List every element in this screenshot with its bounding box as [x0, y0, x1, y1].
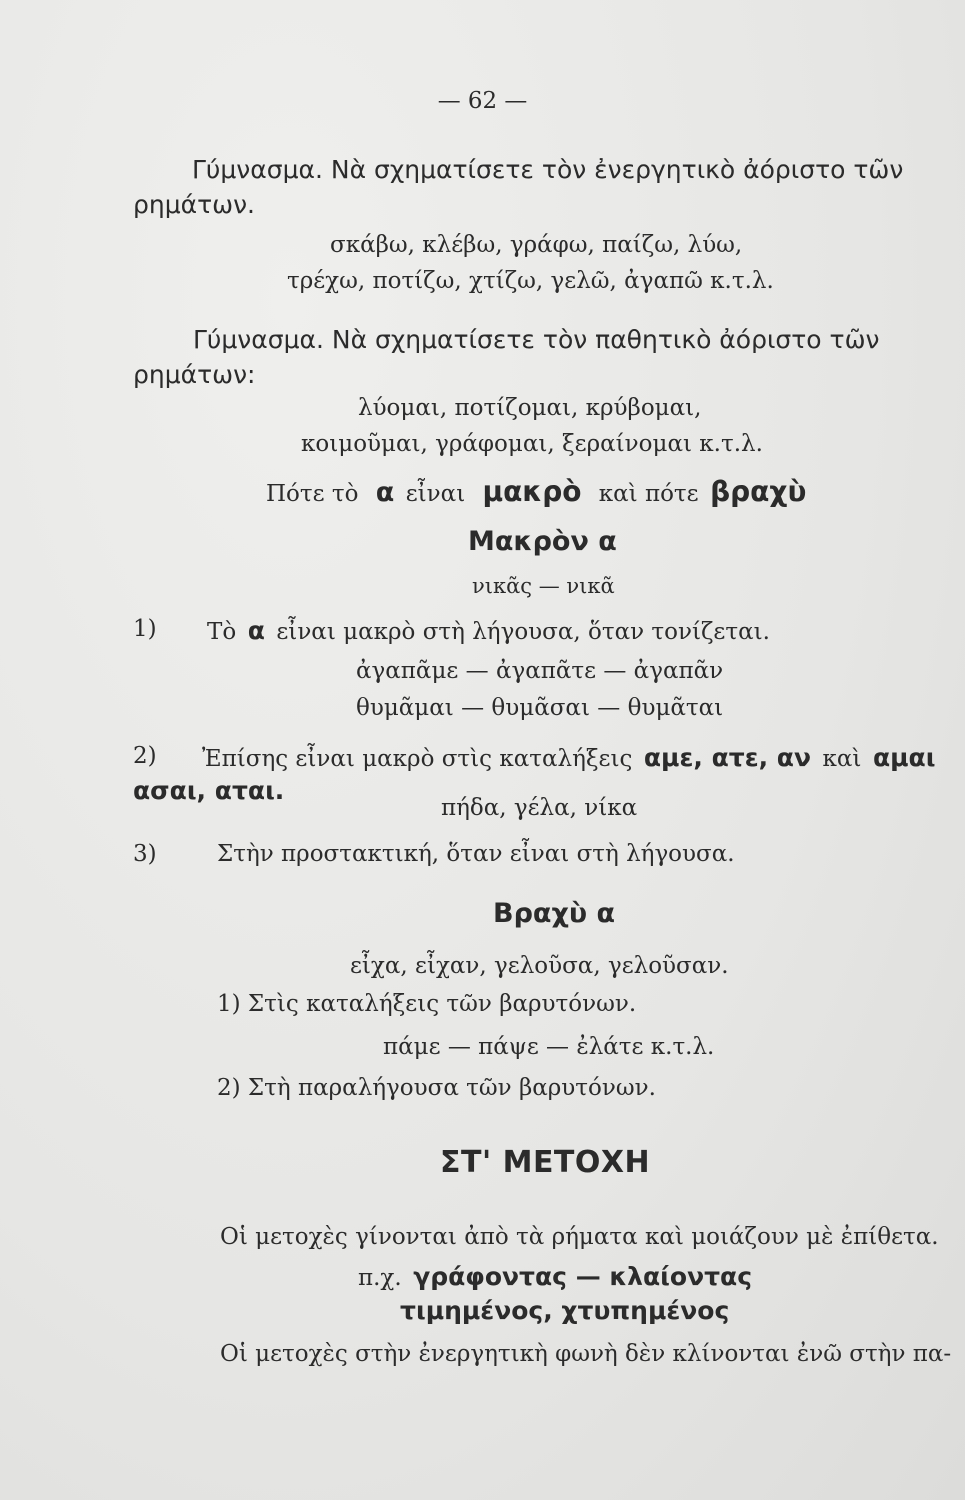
- exercise-2-title-cont: ρημάτων:: [133, 360, 256, 389]
- rule-3-number: 3): [133, 841, 157, 867]
- exercise-1-title-cont: ρημάτων.: [133, 190, 255, 219]
- exercise-2-title: Γύμνασμα. Νὰ σχηματίσετε τὸν παθητικὸ ἀόριστο τῶν: [193, 325, 880, 354]
- makron-example: νικᾶς — νικᾶ: [472, 574, 615, 598]
- section-title: ΣΤ' ΜΕΤΟΧΗ: [440, 1145, 651, 1180]
- rule-1-pre: Τὸ: [207, 619, 237, 645]
- metoxes-example-2: τιμημένος, χτυπημένος: [400, 1296, 730, 1325]
- metoxes-line-2: Οἱ μετοχὲς στὴν ἐνεργητικὴ φωνὴ δὲν κλίνονται ἐνῶ στὴν πα-: [220, 1341, 952, 1367]
- rule-1-example-1: ἀγαπᾶμε — ἀγαπᾶτε — ἀγαπᾶν: [356, 658, 724, 684]
- question-mid: εἶναι: [405, 481, 466, 507]
- exercise-1-words-1: σκάβω, κλέβω, γράφω, παίζω, λύω,: [330, 232, 743, 258]
- rule-1-example-2: θυμᾶμαι — θυμᾶσαι — θυμᾶται: [356, 695, 724, 721]
- rule-2-and: καὶ: [822, 746, 862, 772]
- exercise-1-words-2: τρέχω, ποτίζω, χτίζω, γελῶ, ἀγαπῶ κ.τ.λ.: [287, 268, 774, 294]
- question-line: [266, 475, 807, 508]
- rule-1-alpha: α: [247, 616, 265, 645]
- question-pre: Πότε τὸ: [266, 481, 359, 507]
- question-and-when: καὶ πότε: [598, 481, 699, 507]
- brachy-heading: Βραχὺ α: [493, 898, 616, 929]
- rule-3-text: Στὴν προστακτική, ὅταν εἶναι στὴ λήγουσα.: [217, 841, 735, 867]
- metoxes-example-1: γράφοντας — κλαίοντας: [413, 1262, 753, 1291]
- metoxes-example: [358, 1264, 752, 1290]
- rule-2-body: Ἐπίσης εἶναι μακρὸ στὶς καταλήξεις: [202, 746, 633, 772]
- exercise-2-words-2: κοιμοῦμαι, γράφομαι, ξεραίνομαι κ.τ.λ.: [301, 431, 763, 457]
- metoxes-line-1: Οἱ μετοχὲς γίνονται ἀπὸ τὰ ρήματα καὶ μοιάζουν μὲ ἐπίθετα.: [220, 1224, 939, 1250]
- rule-2-text: [202, 745, 935, 771]
- question-makro: μακρὸ: [482, 475, 582, 508]
- rule-2-number: 2): [133, 743, 157, 769]
- rule-2-endings-2: αμαι: [872, 743, 936, 772]
- rule-2-endings-3: ασαι, αται.: [133, 776, 285, 805]
- page-number: — 62 —: [437, 88, 528, 114]
- brachy-rule-1: 1) Στὶς καταλήξεις τῶν βαρυτόνων.: [217, 991, 637, 1017]
- brachy-rule-2: 2) Στὴ παραλήγουσα τῶν βαρυτόνων.: [217, 1075, 656, 1101]
- rule-1-number: 1): [133, 616, 157, 642]
- rule-2-endings: αμε, ατε, αν: [643, 743, 812, 772]
- exercise-2-words-1: λύομαι, ποτίζομαι, κρύβομαι,: [358, 395, 702, 421]
- question-alpha: α: [375, 477, 395, 508]
- brachy-rule-1-example: πάμε — πάψε — ἐλάτε κ.τ.λ.: [383, 1034, 715, 1060]
- rule-2-example: πήδα, γέλα, νίκα: [441, 795, 638, 821]
- rule-1-body: εἶναι μακρὸ στὴ λήγουσα, ὅταν τονίζεται.: [276, 619, 770, 645]
- brachy-example: εἶχα, εἶχαν, γελοῦσα, γελοῦσαν.: [350, 953, 729, 979]
- metoxes-example-prefix: π.χ.: [358, 1265, 402, 1291]
- exercise-1-title: Γύμνασμα. Νὰ σχηματίσετε τὸν ἐνεργητικὸ ἀόριστο τῶν: [192, 155, 904, 184]
- rule-1-text: [207, 618, 770, 644]
- question-brachy: βραχὺ: [710, 475, 807, 508]
- makron-heading: Μακρὸν α: [468, 526, 617, 557]
